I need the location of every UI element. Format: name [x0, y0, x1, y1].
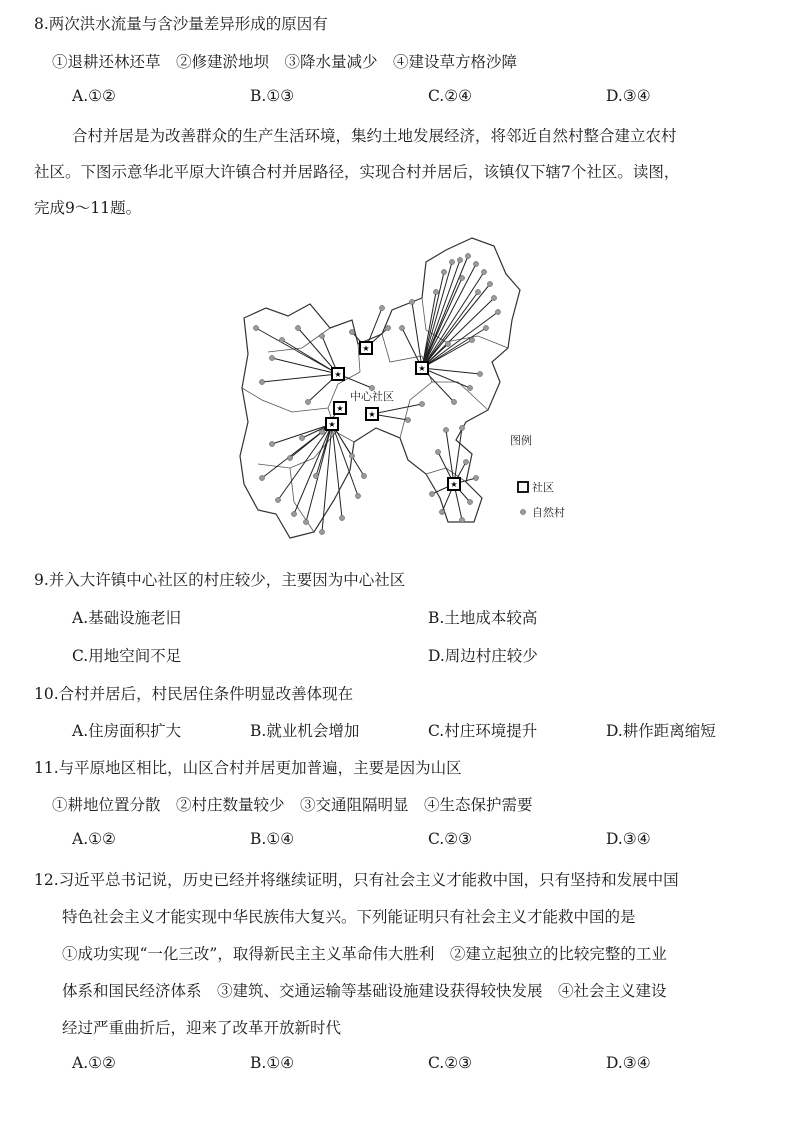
q9-option-b[interactable]: B.土地成本较高 [428, 609, 538, 627]
q12-option-c[interactable]: C.②③ [428, 1054, 473, 1072]
legend-title: 图例 [510, 434, 532, 447]
q10-option-a[interactable]: A.住房面积扩大 [72, 722, 182, 740]
q11-option-c[interactable]: C.②③ [428, 830, 473, 848]
village-merger-map [232, 232, 592, 562]
intro-line-3: 完成9～11题。 [34, 199, 142, 217]
q8-option-d[interactable]: D.③④ [606, 87, 651, 105]
question-12-stem-line-1: 12.习近平总书记说，历史已经并将继续证明，只有社会主义才能救中国，只有坚持和发展中国 [34, 871, 679, 889]
q11-option-d[interactable]: D.③④ [606, 830, 651, 848]
q9-option-a[interactable]: A.基础设施老旧 [72, 609, 182, 627]
map-legend [510, 433, 565, 519]
svg-text:★: ★ [368, 410, 376, 419]
question-12-items-line-1: ①成功实现“一化三改”，取得新民主主义革命伟大胜利 ②建立起独立的比较完整的工业 [62, 945, 667, 963]
intro-line-1: 合村并居是为改善群众的生产生活环境，集约土地发展经济，将邻近自然村整合建立农村 [72, 127, 677, 145]
q8-option-a[interactable]: A.①② [72, 87, 116, 105]
question-9-stem: 9.并入大许镇中心社区的村庄较少，主要因为中心社区 [34, 571, 406, 589]
legend-community-label: 社区 [532, 481, 554, 494]
town-boundary [240, 238, 520, 538]
question-8-stem: 8.两次洪水流量与含沙量差异形成的原因有 [34, 15, 328, 33]
community-marker [334, 402, 346, 414]
central-community-marker [366, 408, 378, 420]
legend-village-icon [520, 509, 525, 514]
community-marker [332, 368, 344, 380]
q10-option-d[interactable]: D.耕作距离缩短 [606, 722, 716, 740]
community-marker [416, 362, 428, 374]
q11-option-b[interactable]: B.①④ [250, 830, 295, 848]
question-10-stem: 10.合村并居后，村民居住条件明显改善体现在 [34, 685, 354, 703]
q12-option-d[interactable]: D.③④ [606, 1054, 651, 1072]
legend-village-label: 自然村 [532, 506, 565, 519]
question-11-items: ①耕地位置分散 ②村庄数量较少 ③交通阻隔明显 ④生态保护需要 [52, 796, 533, 814]
intro-line-2: 社区。下图示意华北平原大许镇合村并居路径，实现合村并居后，该镇仅下辖7个社区。读图， [34, 163, 680, 181]
community-marker [326, 418, 338, 430]
question-12-items-line-3: 经过严重曲折后，迎来了改革开放新时代 [62, 1019, 342, 1037]
q8-option-c[interactable]: C.②④ [428, 87, 473, 105]
central-community-label: 中心社区 [350, 390, 394, 403]
svg-text:★: ★ [336, 404, 344, 413]
question-11-stem: 11.与平原地区相比，山区合村并居更加普遍，主要是因为山区 [34, 759, 462, 777]
q9-option-d[interactable]: D.周边村庄较少 [428, 647, 538, 665]
legend-community-icon [518, 482, 528, 492]
svg-text:★: ★ [450, 480, 458, 489]
q10-option-b[interactable]: B.就业机会增加 [250, 722, 360, 740]
q11-option-a[interactable]: A.①② [72, 830, 116, 848]
q12-option-a[interactable]: A.①② [72, 1054, 116, 1072]
question-12-items-line-2: 体系和国民经济体系 ③建筑、交通运输等基础设施建设获得较快发展 ④社会主义建设 [62, 982, 667, 1000]
svg-text:★: ★ [362, 344, 370, 353]
svg-text:★: ★ [328, 420, 336, 429]
q8-option-b[interactable]: B.①③ [250, 87, 295, 105]
community-marker [448, 478, 460, 490]
svg-text:★: ★ [418, 364, 426, 373]
svg-text:★: ★ [334, 370, 342, 379]
q12-option-b[interactable]: B.①④ [250, 1054, 295, 1072]
question-8-items: ①退耕还林还草 ②修建淤地坝 ③降水量减少 ④建设草方格沙障 [52, 53, 518, 71]
community-marker [360, 342, 372, 354]
question-12-stem-line-2: 特色社会主义才能实现中华民族伟大复兴。下列能证明只有社会主义才能救中国的是 [62, 908, 636, 926]
q9-option-c[interactable]: C.用地空间不足 [72, 647, 182, 665]
q10-option-c[interactable]: C.村庄环境提升 [428, 722, 538, 740]
